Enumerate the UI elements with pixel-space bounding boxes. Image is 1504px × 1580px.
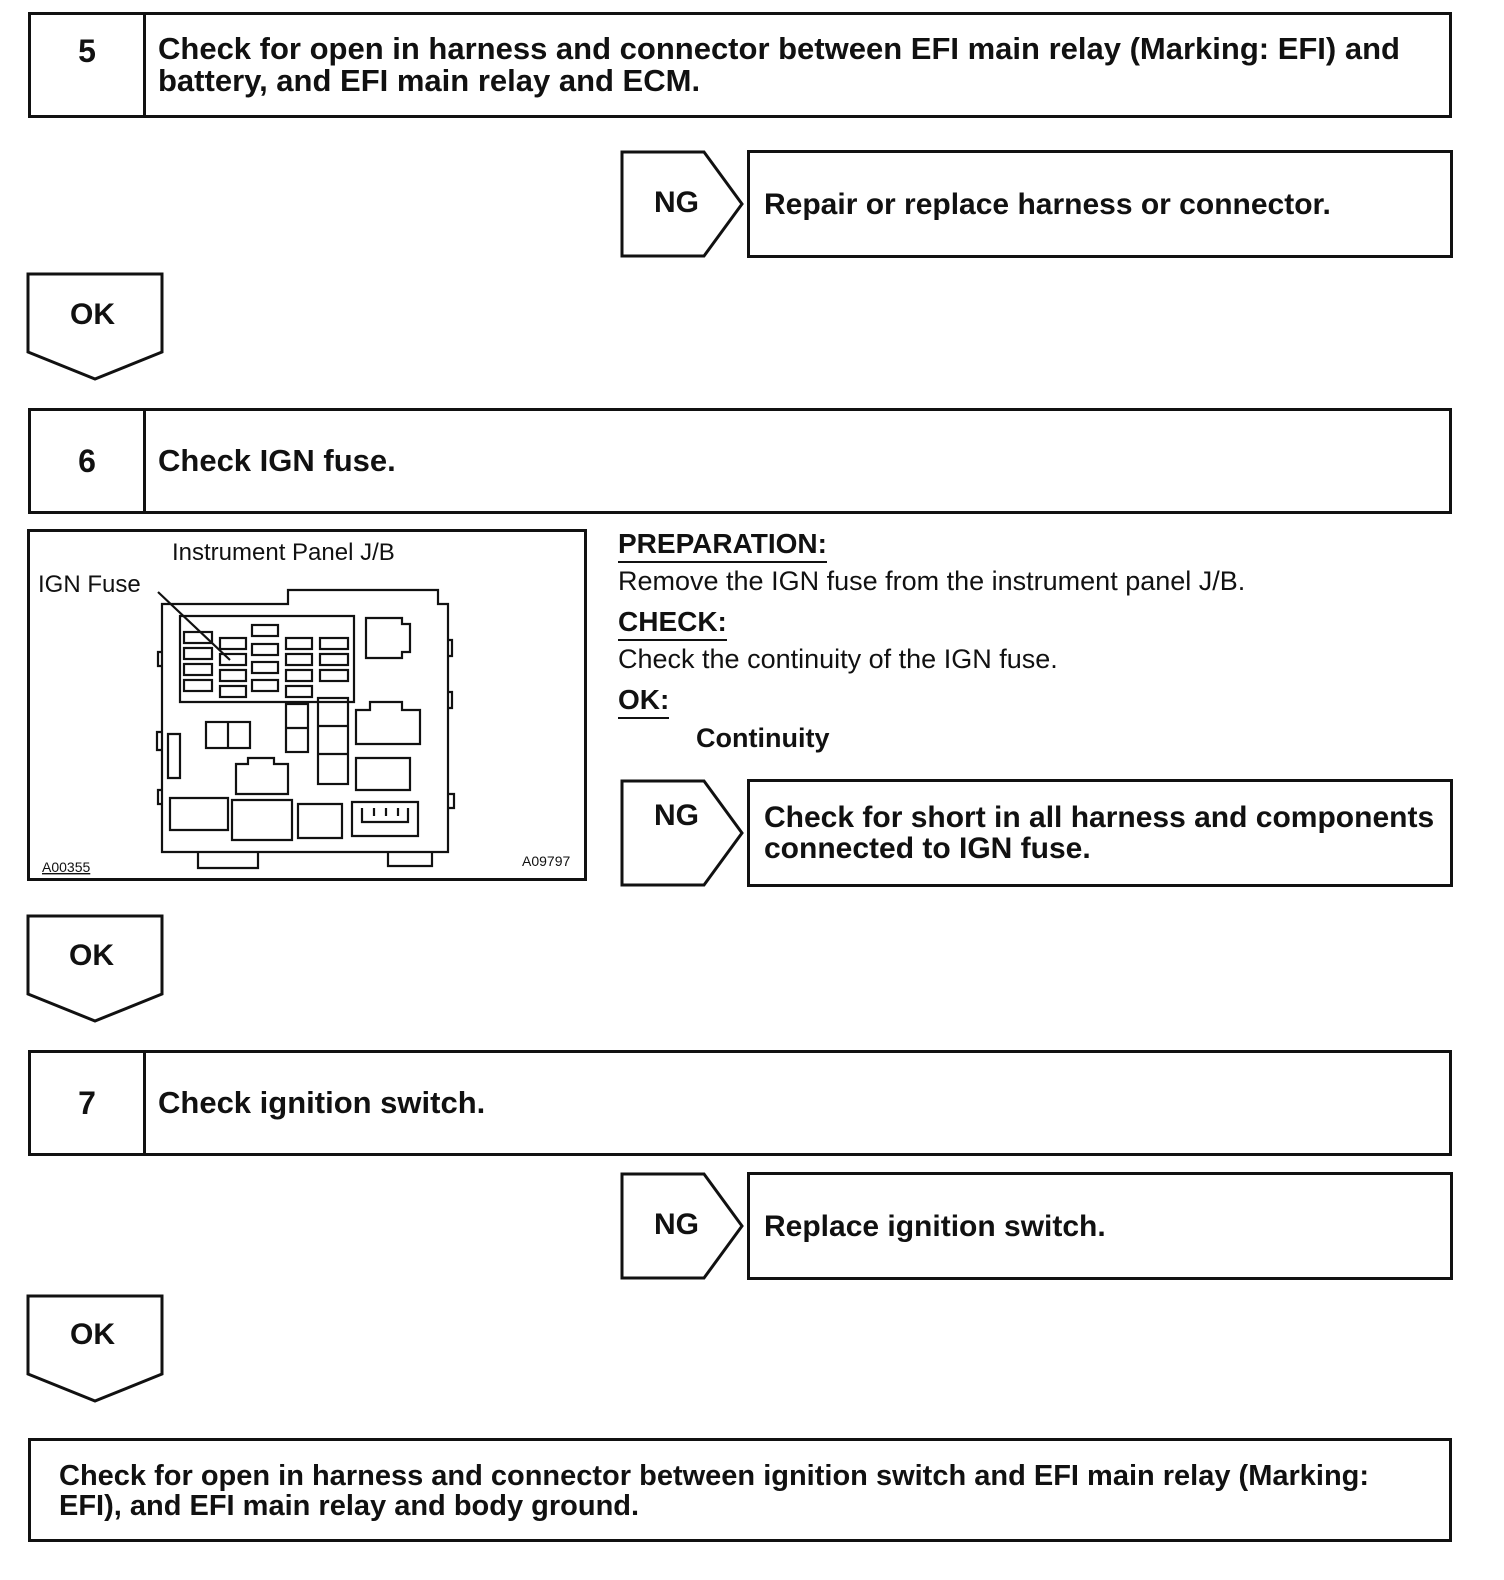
ok-heading: OK: [618,684,669,719]
ok-label: OK [69,939,114,972]
final-action-text: Check for open in harness and connector between ignition switch and EFI main relay (Marking: EFI), and EFI main relay and body ground. [59,1460,1370,1522]
ng-label: NG [654,186,699,219]
step-6-box [28,408,1452,514]
preparation-text: Remove the IGN fuse from the instrument panel J/B. [618,566,1246,596]
step-text: Check ignition switch. [158,1085,486,1120]
ng-result-3: Replace ignition switch. [747,1172,1453,1280]
ok-label: OK [70,1318,115,1351]
check-heading: CHECK: [618,606,727,641]
step-number: 7 [31,1053,146,1153]
ign-fuse-label: IGN Fuse [38,571,141,598]
step-text: Check for open in harness and connector between EFI main relay (Marking: EFI) and battery, and EFI main relay and ECM. [158,31,1400,98]
step-5-box [28,12,1452,118]
ng-result-2: Check for short in all harness and components connected to IGN fuse. [747,779,1453,887]
preparation-heading: PREPARATION: [618,528,827,563]
step-text: Check IGN fuse. [158,443,396,478]
fuse-box-figure [27,529,587,881]
ok-label: OK [70,298,115,331]
ng-result-1: Repair or replace harness or connector. [747,150,1453,258]
step-7-box [28,1050,1452,1156]
final-action-box [28,1438,1452,1542]
figure-code-left: A00355 [42,859,91,875]
junction-block-diagram [30,532,584,878]
step-number: 6 [31,411,146,511]
ng-label: NG [654,1208,699,1241]
step-6-instructions [618,528,1448,754]
ok-value: Continuity [696,723,830,753]
ng-label: NG [654,799,699,832]
ng-arrow-2 [620,779,746,887]
figure-title: Instrument Panel J/B [172,539,395,566]
check-text: Check the continuity of the IGN fuse. [618,644,1058,674]
figure-code-right: A09797 [522,853,571,869]
step-number: 5 [31,15,146,115]
